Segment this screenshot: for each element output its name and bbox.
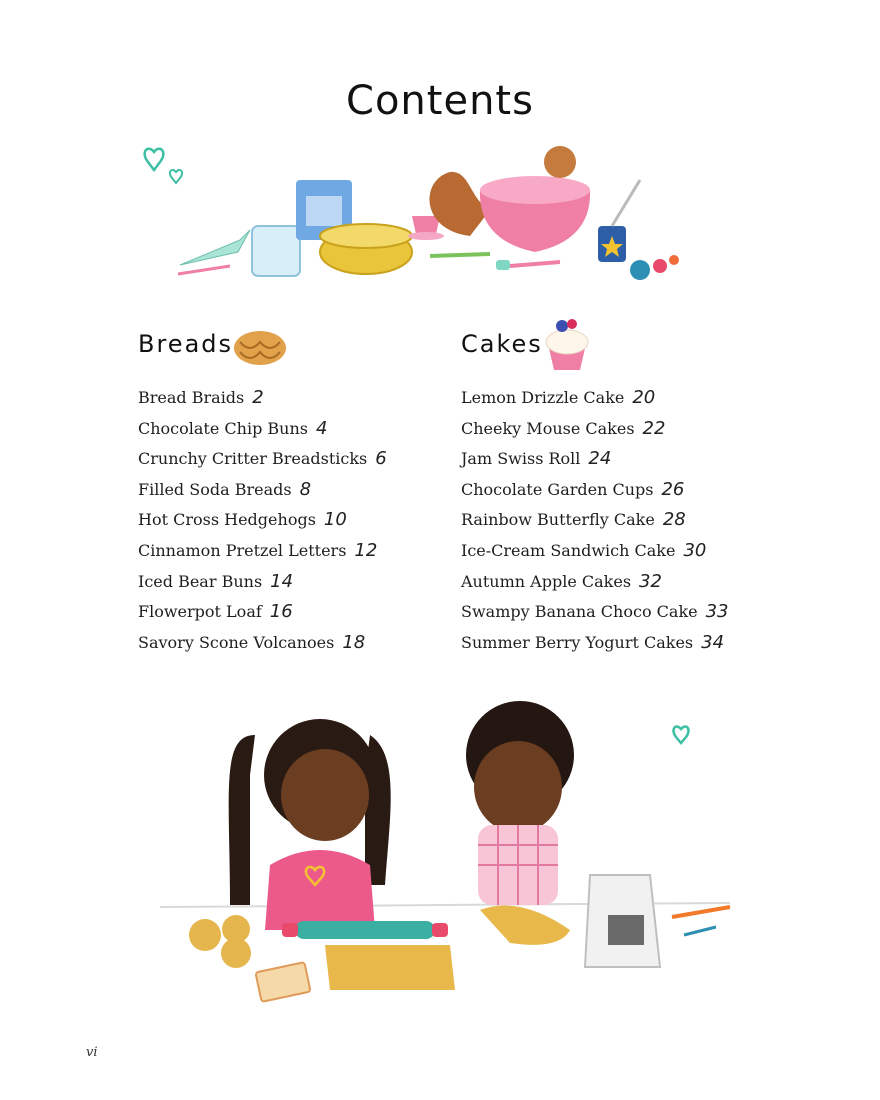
item-page: 4 — [315, 417, 328, 439]
cakes-list — [461, 386, 729, 661]
list-item[interactable] — [461, 478, 729, 509]
item-title: Rainbow Butterfly Cake — [461, 510, 655, 530]
list-item[interactable] — [138, 447, 387, 478]
knife-icon — [672, 907, 730, 917]
piping-bag-icon — [180, 230, 250, 265]
item-page: 20 — [632, 387, 656, 408]
measuring-spoons-icon — [630, 260, 650, 280]
item-page: 30 — [683, 539, 707, 561]
measuring-jug-icon — [252, 226, 300, 276]
item-title: Jam Swiss Roll — [461, 449, 581, 469]
list-item[interactable] — [461, 417, 729, 448]
item-page: 14 — [270, 570, 294, 592]
item-title: Savory Scone Volcanoes — [138, 632, 335, 652]
list-item[interactable] — [138, 600, 387, 631]
item-page: 10 — [323, 509, 347, 531]
item-title: Bread Braids — [138, 388, 245, 407]
item-title: Autumn Apple Cakes — [461, 571, 632, 591]
list-item[interactable] — [461, 570, 729, 601]
list-item[interactable] — [461, 508, 729, 539]
item-title: Swampy Banana Choco Cake — [461, 602, 698, 622]
list-item[interactable] — [461, 600, 729, 631]
item-title: Crunchy Critter Breadsticks — [138, 449, 368, 469]
item-title: Chocolate Garden Cups — [461, 479, 654, 499]
braided-bread-icon — [232, 326, 288, 370]
item-page: 18 — [342, 631, 366, 653]
item-title: Flowerpot Loaf — [138, 602, 262, 622]
item-page: 22 — [642, 417, 666, 439]
item-page: 28 — [662, 509, 686, 531]
item-page: 26 — [661, 478, 685, 500]
girl-figure — [229, 719, 455, 990]
item-title: Cheeky Mouse Cakes — [461, 418, 635, 438]
item-title: Filled Soda Breads — [138, 479, 292, 499]
list-item[interactable] — [461, 631, 729, 662]
spatula-icon — [510, 262, 560, 266]
item-title: Iced Bear Buns — [138, 571, 263, 591]
list-item[interactable] — [461, 447, 729, 478]
teacup-icon — [412, 216, 440, 234]
item-title: Lemon Drizzle Cake — [461, 388, 625, 407]
baking-tools-illustration — [140, 140, 700, 290]
page-number: vi — [86, 1045, 98, 1060]
list-item[interactable] — [138, 508, 387, 539]
cupcake-icon — [542, 314, 592, 372]
heart-icon — [145, 149, 164, 170]
list-item[interactable] — [461, 386, 729, 417]
page-title: Contents — [346, 78, 534, 124]
item-page: 6 — [375, 448, 387, 470]
knife-icon — [430, 254, 490, 256]
spoon-icon — [684, 927, 716, 935]
list-item[interactable] — [138, 631, 387, 662]
list-item[interactable] — [138, 478, 387, 509]
breads-list — [138, 386, 387, 661]
item-title: Chocolate Chip Buns — [138, 418, 308, 438]
heart-icon — [170, 170, 182, 183]
item-page: 24 — [588, 448, 612, 470]
breads-heading: Breads — [138, 330, 234, 358]
item-page: 8 — [299, 478, 312, 500]
item-page: 12 — [354, 539, 378, 561]
item-page: 2 — [252, 387, 264, 408]
item-page: 33 — [705, 601, 729, 623]
list-item[interactable] — [138, 570, 387, 601]
whisk-icon — [612, 180, 640, 226]
heart-icon — [673, 727, 688, 743]
item-title: Ice-Cream Sandwich Cake — [461, 540, 676, 560]
list-item[interactable] — [138, 417, 387, 448]
recipe-card-icon — [255, 962, 310, 1002]
list-item[interactable] — [138, 539, 387, 570]
list-item[interactable] — [138, 386, 387, 417]
item-page: 34 — [701, 631, 725, 653]
list-item[interactable] — [461, 539, 729, 570]
item-title: Cinnamon Pretzel Letters — [138, 540, 347, 560]
item-title: Summer Berry Yogurt Cakes — [461, 632, 694, 652]
item-page: 32 — [639, 570, 662, 592]
item-title: Hot Cross Hedgehogs — [138, 510, 316, 530]
item-page: 16 — [269, 601, 293, 623]
kids-baking-illustration — [160, 695, 740, 1005]
cakes-heading: Cakes — [461, 330, 543, 358]
boy-figure — [466, 701, 574, 945]
